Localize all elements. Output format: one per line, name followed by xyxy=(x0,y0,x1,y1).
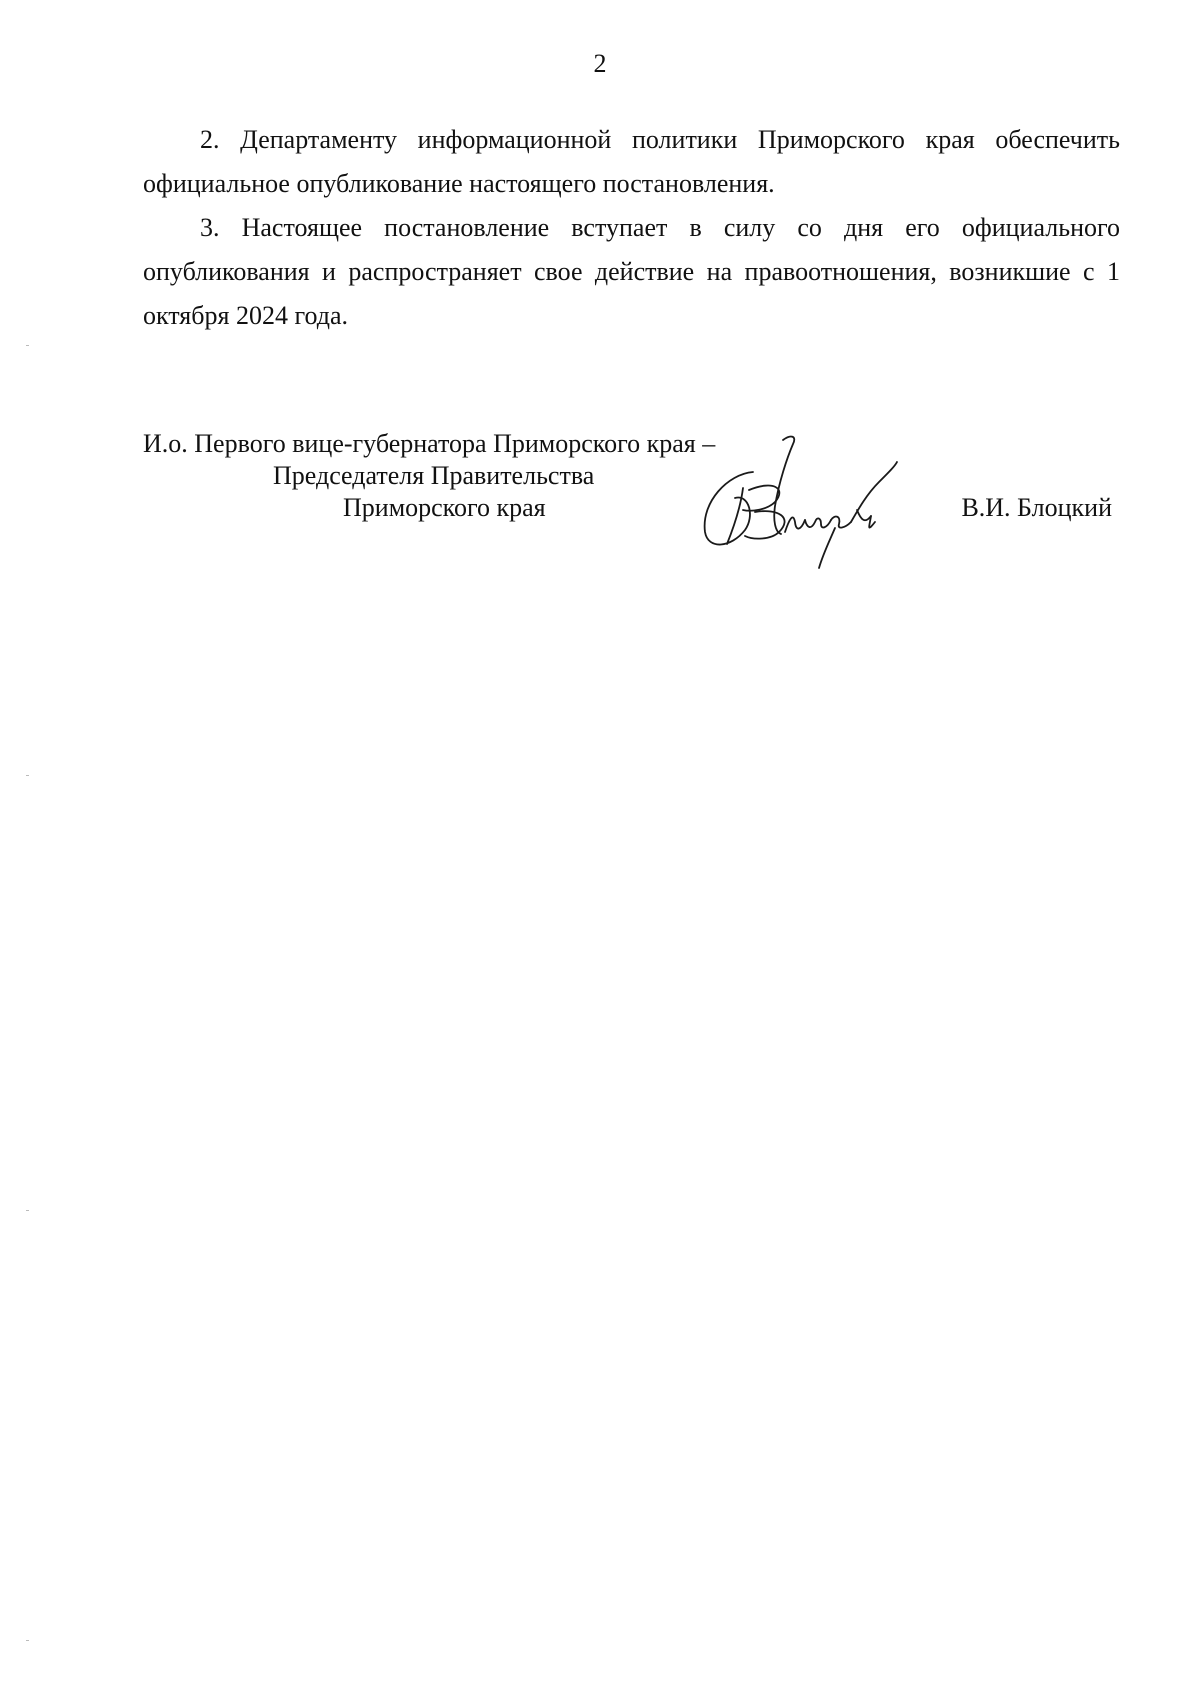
page-number: 2 xyxy=(593,49,607,78)
document-body xyxy=(143,118,1120,338)
signer-name: В.И. Блоцкий xyxy=(961,493,1112,522)
handwritten-signature xyxy=(683,432,898,572)
margin-mark xyxy=(26,775,29,776)
paragraph-2: 2. Департаменту информационной политики Приморского края обеспечить официальное опубликование настоящего постановления. xyxy=(143,125,1120,198)
signer-position-line-3: Приморского края xyxy=(343,493,546,522)
margin-mark xyxy=(26,345,29,346)
margin-mark xyxy=(26,1210,29,1211)
margin-mark xyxy=(26,1640,29,1641)
signer-position-line-2: Председателя Правительства xyxy=(273,461,595,490)
paragraph-3: 3. Настоящее постановление вступает в силу со дня его официального опубликования и распространяет свое действие на правоотношения, возникшие с 1 октября 2024 года. xyxy=(143,213,1120,330)
signature-block xyxy=(143,428,1120,568)
signer-position-line-1: И.о. Первого вице-губернатора Приморского края – xyxy=(143,429,716,458)
